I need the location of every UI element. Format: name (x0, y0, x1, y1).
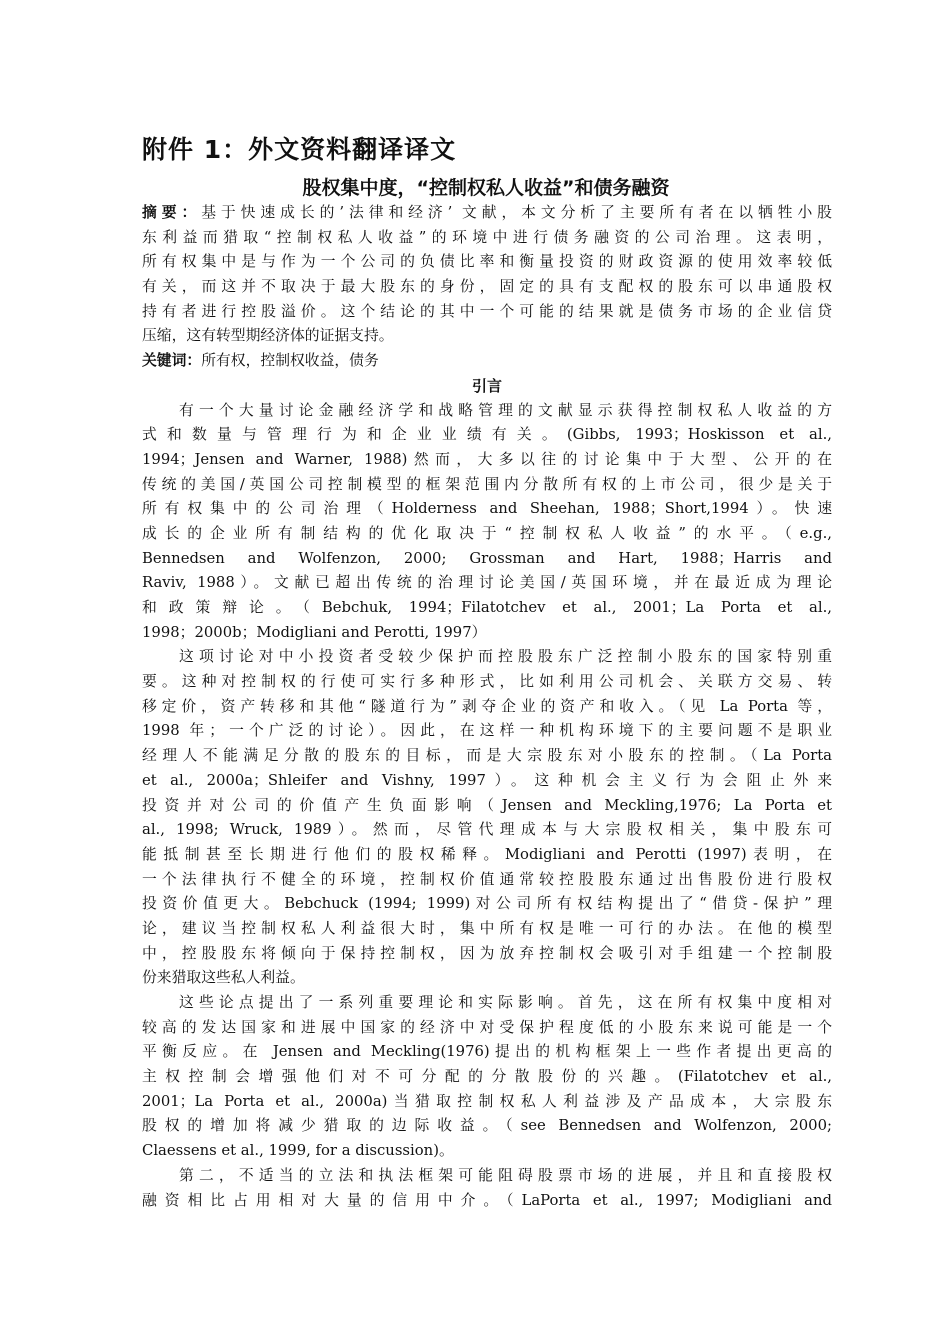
paragraph-line: 份来猎取这些私人利益。 (142, 969, 305, 987)
paragraph-line: 1994；Jensen and Warner, 1988)然而，大多以往的讨论集中于大型、公开的在 (142, 450, 832, 468)
paragraph-line: 论，建议当控制权私人利益很大时，集中所有权是唯一可行的办法。在他的模型 (142, 919, 832, 937)
attachment-heading: 附件 1：外文资料翻译译文 (142, 135, 457, 164)
paragraph-line: 2001；La Porta et al., 2000a)当猎取控制权私人利益涉及产品成本，大宗股东 (142, 1092, 832, 1110)
paragraph-line: 式和数量与管理行为和企业业绩有关。(Gibbs, 1993；Hoskisson et al., (142, 426, 832, 444)
abstract-line: 东利益而猎取“控制权私人收益”的环境中进行债务融资的公司治理。这表明， (142, 228, 832, 246)
paragraph-line: 投资价值更大。Bebchuck (1994; 1999)对公司所有权结构提出了“借贷-保护”理 (142, 895, 832, 913)
abstract-text: 基于快速成长的’法律和经济’ 文献，本文分析了主要所有者在以牺牲小股 (201, 204, 832, 221)
paragraph-line: 和政策辩论。（Bebchuk, 1994；Filatotchev et al., 2001；La Porta et al., (142, 599, 832, 616)
paragraph-line: 这项讨论对中小投资者受较少保护而控股股东广泛控制小股东的国家特别重 (179, 648, 832, 666)
paragraph-line: Bennedsen and Wolfenzon, 2000; Grossman and Hart, 1988；Harris and (142, 549, 832, 567)
paragraph-line: 一个法律执行不健全的环境，控制权价值通常较控股股东通过出售股份进行股权 (142, 870, 832, 888)
paragraph-line: 第二，不适当的立法和执法框架可能阻碍股票市场的进展，并且和直接股权 (179, 1166, 832, 1184)
abstract-line (142, 201, 832, 226)
paragraph-line: al., 1998; Wruck, 1989）。然而，尽管代理成本与大宗股权相关，集中股东可 (142, 821, 832, 839)
section-heading: 引言 (471, 376, 502, 395)
paragraph-line: 1998 年；一个广泛的讨论）。因此，在这样一种机构环境下的主要问题不是职业 (142, 722, 832, 740)
paragraph-line: et al., 2000a；Shleifer and Vishny, 1997）。这种机会主义行为会阻止外来 (142, 771, 832, 789)
paragraph-line: Raviv, 1988）。文献已超出传统的治理讨论美国/英国环境，并在最近成为理论 (142, 574, 832, 592)
keywords-label: 关键词： (142, 352, 202, 370)
keywords (142, 349, 832, 374)
abstract-line: 压缩，这有转型期经济体的证据支持。 (142, 327, 394, 345)
paragraph-line: 经理人不能满足分散的股东的目标，而是大宗股东对小股东的控制。（La Porta (142, 747, 832, 765)
paragraph-line: Claessens et al., 1999, for a discussion)。 (142, 1142, 454, 1160)
paragraph-line: 投资并对公司的价值产生负面影响（Jensen and Meckling,1976; La Porta et (142, 796, 832, 814)
paragraph-line: 成长的企业所有制结构的优化取决于“控制权私人收益”的水平。（e.g., (142, 524, 832, 542)
paragraph-line: 较高的发达国家和进展中国家的经济中对受保护程度低的小股东来说可能是一个 (142, 1018, 832, 1036)
paragraph-line: 主权控制会增强他们对不可分配的分散股份的兴趣。(Filatotchev et al., (142, 1068, 832, 1086)
paragraph (142, 991, 832, 1164)
paragraph-line: 1998；2000b；Modigliani and Perotti, 1997） (142, 623, 487, 641)
paragraph (142, 399, 832, 646)
keywords-text: 所有权，控制权收益，债务 (201, 352, 379, 370)
article-title: 股权集中度，“控制权私人收益”和债务融资 (302, 177, 670, 199)
abstract-label: 摘要： (142, 204, 202, 221)
paragraph-line: 这些论点提出了一系列重要理论和实际影响。首先，这在所有权集中度相对 (179, 994, 832, 1011)
paragraph-line: 融资相比占用相对大量的信用中介。（LaPorta et al., 1997; Modigliani and (142, 1191, 832, 1209)
paragraph-line: 有一个大量讨论金融经济学和战略管理的文献显示获得控制权私人收益的方 (179, 401, 832, 419)
abstract-line: 持有者进行控股溢价。这个结论的其中一个可能的结果就是债务市场的企业信贷 (142, 302, 832, 320)
paragraph (142, 1164, 832, 1213)
paragraph-line: 所有权集中的公司治理（Holderness and Sheehan, 1988；Short,1994）。快速 (142, 500, 832, 518)
abstract-line: 有关，而这并不取决于最大股东的身份，固定的具有支配权的股东可以串通股权 (142, 278, 832, 296)
paragraph-line: 中，控股股东将倾向于保持控制权，因为放弃控制权会吸引对手组建一个控制股 (142, 944, 832, 962)
paragraph-line: 股权的增加将减少猎取的边际收益。（see Bennedsen and Wolfenzon, 2000; (142, 1117, 832, 1135)
paragraph (142, 645, 832, 991)
paragraph-line: 能抵制甚至长期进行他们的股权稀释。Modigliani and Perotti (1997)表明，在 (142, 845, 832, 863)
paragraph-line: 移定价，资产转移和其他“隧道行为”剥夺企业的资产和收入。（见 La Porta 等， (142, 697, 832, 715)
document-body (142, 201, 832, 1213)
paragraph-line: 平衡反应。在 Jensen and Meckling(1976)提出的机构框架上一些作者提出更高的 (142, 1043, 832, 1061)
abstract (142, 201, 832, 349)
paragraph-line: 传统的美国/英国公司控制模型的框架范围内分散所有权的上市公司，很少是关于 (142, 475, 832, 493)
abstract-line: 所有权集中是与作为一个公司的负债比率和衡量投资的财政资源的使用效率较低 (142, 253, 832, 271)
paragraph-line: 要。这种对控制权的行使可实行多种形式，比如利用公司机会、关联方交易、转 (142, 673, 832, 691)
